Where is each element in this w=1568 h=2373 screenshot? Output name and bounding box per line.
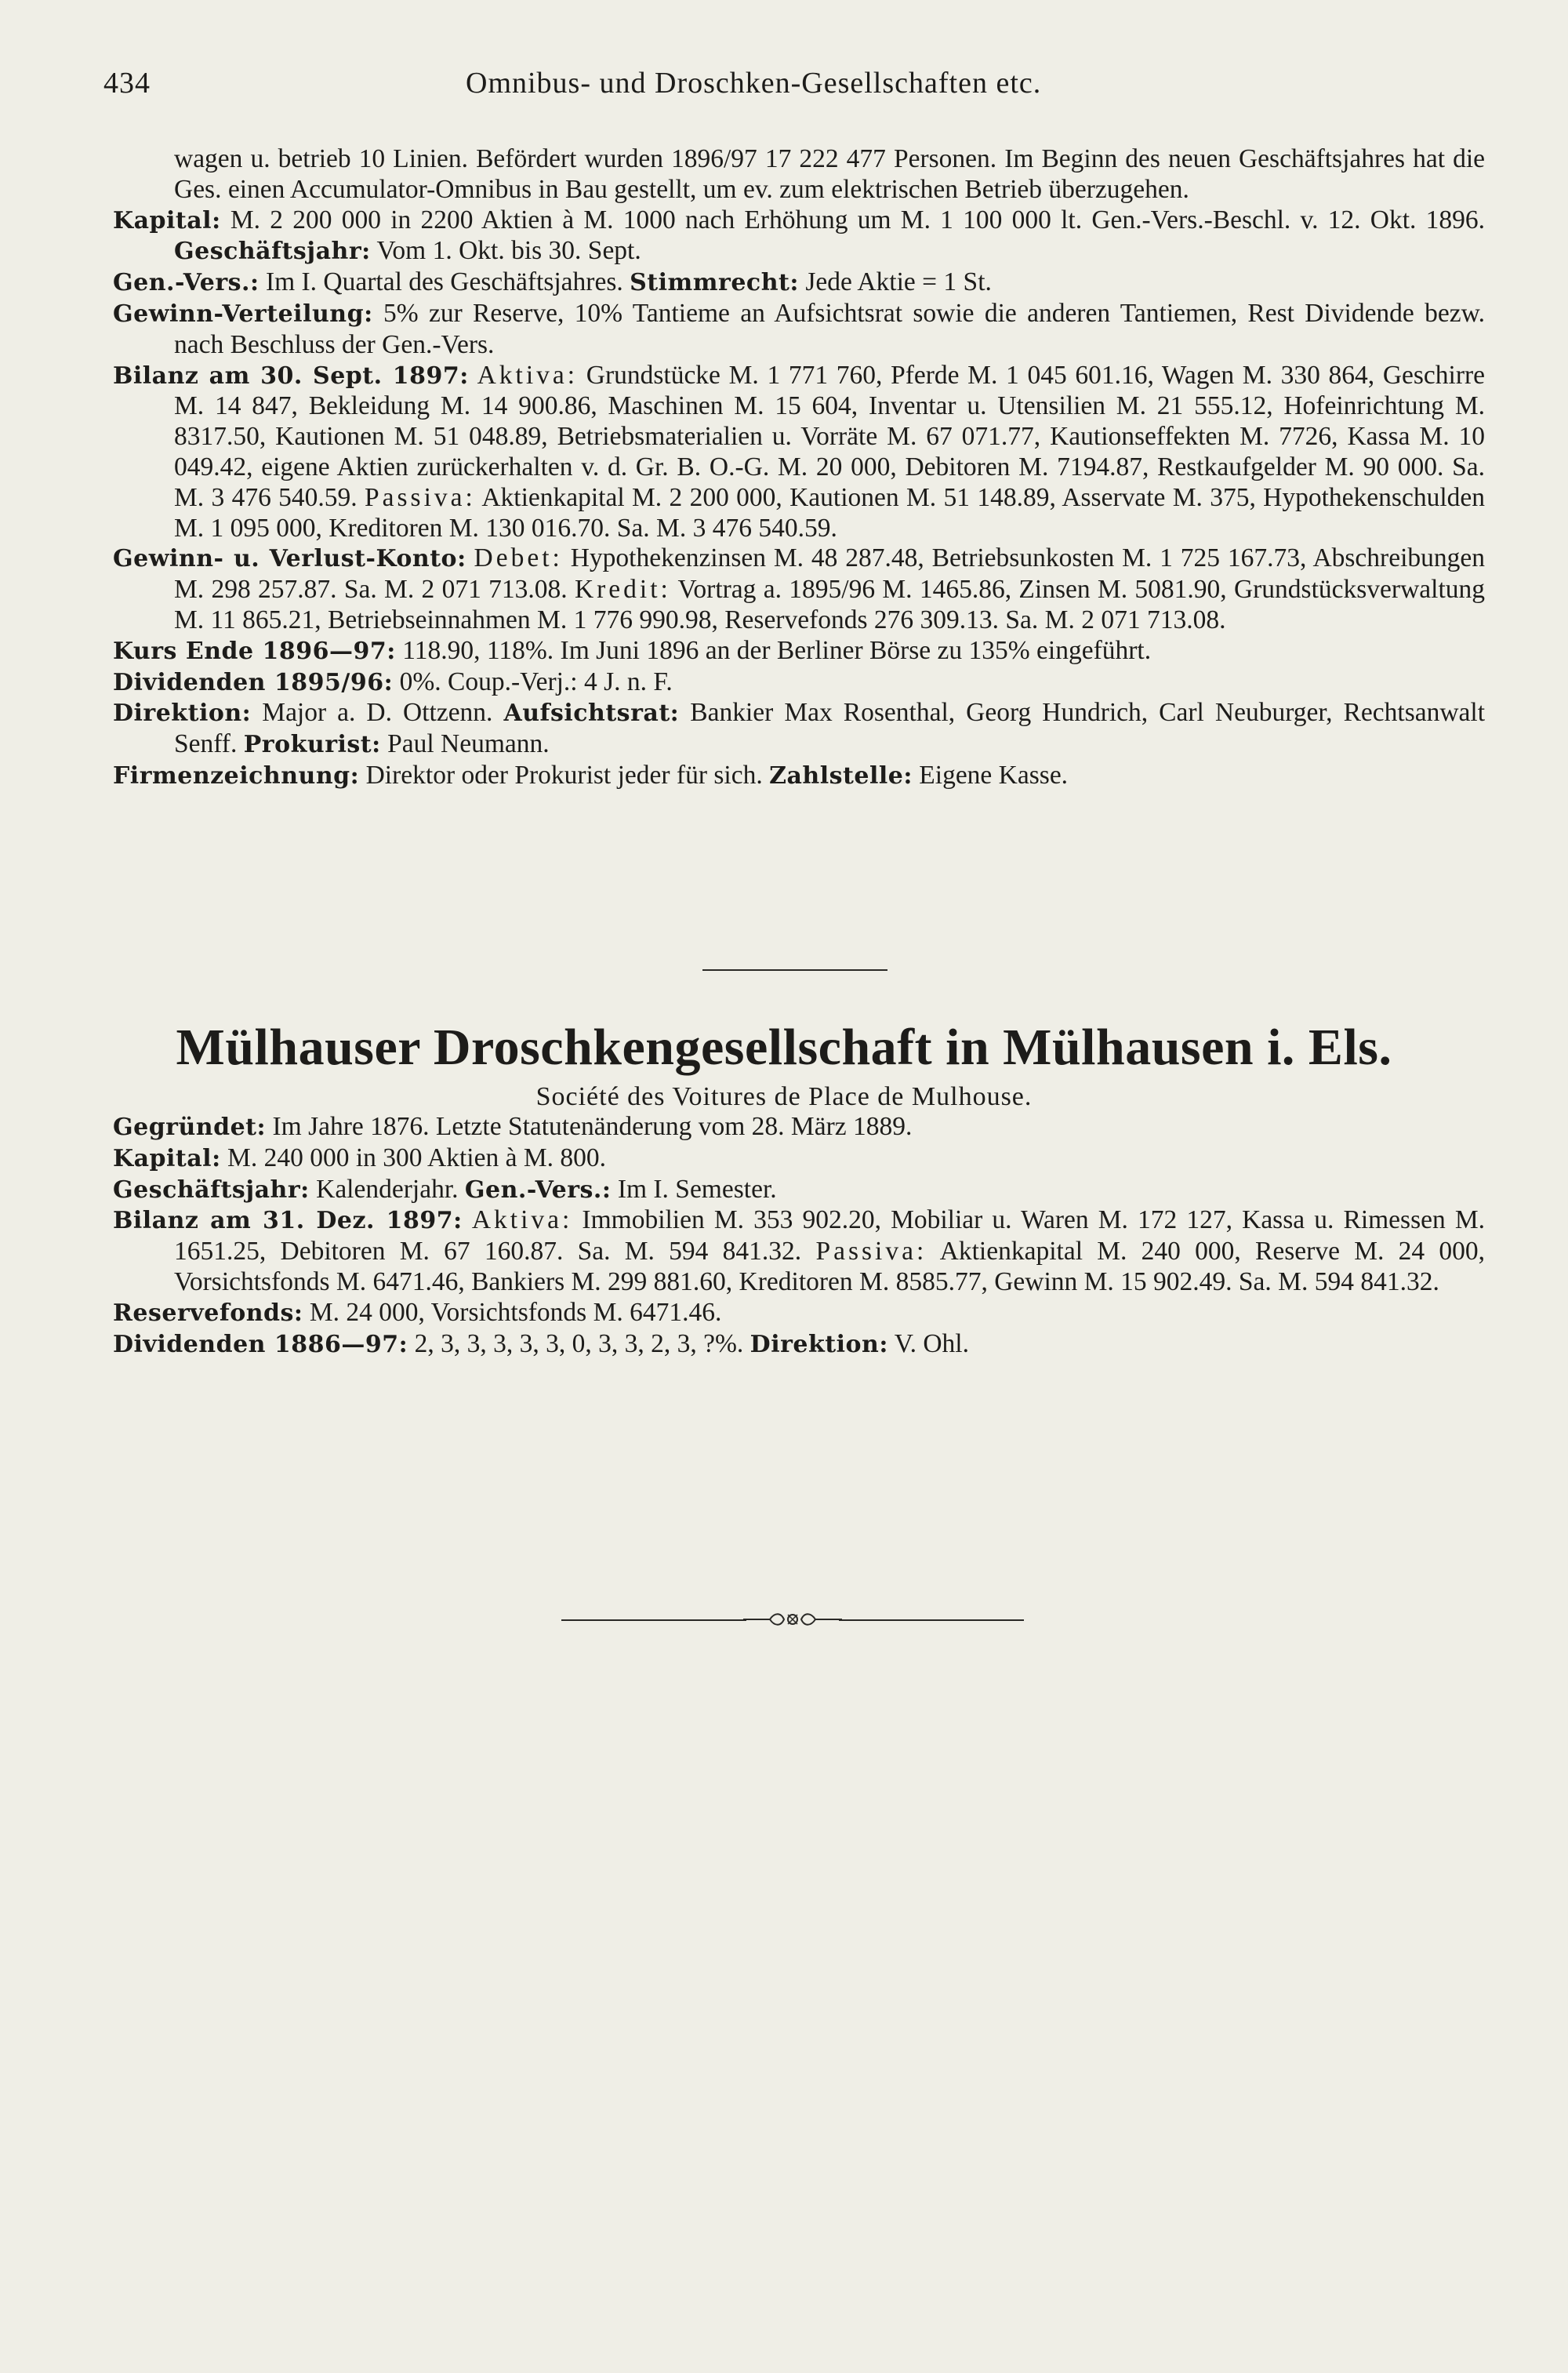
gewinnverteilung-text: 5% zur Reserve, 10% Tantieme an Aufsichtsrat sowie die anderen Tantiemen, Rest Dividende bezw. nach Beschluss der Gen.-Vers.: [174, 298, 1486, 359]
debet-word: Debet:: [474, 543, 563, 573]
dividenden-text: 0%. Coup.-Verj.: 4 J. n. F.: [399, 667, 673, 696]
page-number: 434: [103, 67, 151, 100]
stimmrecht-text: Jede Aktie = 1 St.: [805, 267, 992, 297]
kapital-paragraph: [113, 205, 1485, 268]
dividenden-paragraph: [113, 1329, 1485, 1361]
dividenden-label: Dividenden 1886—97:: [113, 1330, 408, 1358]
end-ornament: [561, 1608, 1024, 1631]
aktiva-word: Aktiva:: [471, 1205, 573, 1235]
prokurist-text: Paul Neumann.: [387, 729, 550, 759]
gewinnverteilung-paragraph: [113, 299, 1485, 361]
gegruendet-label: Gegründet:: [113, 1114, 267, 1141]
direktion-label: Direktion:: [113, 700, 252, 728]
running-title: Omnibus- und Droschken-Gesellschaften etc.: [466, 67, 1042, 100]
guv-paragraph: [113, 543, 1485, 635]
reservefonds-paragraph: [113, 1298, 1485, 1329]
aufsichtsrat-text: Bankier Max Rosenthal, Georg Hundrich, Carl Neuburger, Rechtsanwalt Senff.: [174, 698, 1486, 759]
genvers-text: Im I. Quartal des Geschäftsjahres.: [265, 267, 623, 297]
kapital-paragraph: [113, 1143, 1485, 1175]
passiva-word: Passiva:: [365, 482, 476, 512]
passiva-text: Aktienkapital M. 240 000, Reserve M. 24 000, Vorsichtsfonds M. 6471.46, Bankiers M. 299 881.60, Kreditoren M. 8585.77, Gewinn M. 15 902.49. Sa. M. 594 841.32.: [174, 1237, 1486, 1296]
direktion-label: Direktion:: [750, 1330, 888, 1358]
bilanz-paragraph: [113, 1205, 1485, 1297]
aktiva-word: Aktiva:: [477, 360, 579, 390]
guv-label: Gewinn- u. Verlust-Konto:: [113, 545, 466, 573]
entry-continuation: wagen u. betrieb 10 Linien. Befördert wurden 1896/97 17 222 477 Personen. Im Beginn des neuen Geschäftsjahres hat die Ges. einen Accumulator-Omnibus in Bau gestellt, um ev. zum elektrischen Betrieb überzugehen.: [174, 144, 1485, 204]
section-separator-rule: [702, 969, 887, 971]
dividenden-label: Dividenden 1895/96:: [113, 668, 394, 696]
ornament-line-right: [839, 1619, 1024, 1621]
kurs-label: Kurs Ende 1896—97:: [113, 637, 396, 665]
dividenden-paragraph: [113, 667, 1485, 699]
kredit-text: Vortrag a. 1895/96 M. 1465.86, Zinsen M. 5081.90, Grundstücksverwaltung M. 11 865.21, Betriebseinnahmen M. 1 776 990.98, Reservefonds 276 309.13. Sa. M. 2 071 713.08.: [174, 575, 1485, 634]
gegruendet-text: Im Jahre 1876. Letzte Statutenänderung vom 28. März 1889.: [272, 1112, 913, 1141]
firmenzeichnung-label: Firmenzeichnung:: [113, 761, 360, 790]
zahlstelle-label: Zahlstelle:: [769, 761, 913, 790]
flourish-ornament-icon: [743, 1608, 842, 1631]
kurs-paragraph: [113, 636, 1485, 667]
passiva-text: Aktienkapital M. 2 200 000, Kautionen M. 51 148.89, Asservate M. 375, Hypothekenschulden M. 1 095 000, Kreditoren M. 130 016.70. Sa. M. 3 476 540.59.: [174, 482, 1486, 543]
aktiva-text: Grundstücke M. 1 771 760, Pferde M. 1 045 601.16, Wagen M. 330 864, Geschirre M. 14 847, Bekleidung M. 14 900.86, Maschinen M. 15 604, Inventar u. Utensilien M. 21 555.12, Hofeinrichtung M. 8317.50, Kautionen M. 51 048.89, Betriebsmaterialien u. Vorräte M. 67 071.77, Kautionseffekten M. 7726, Kassa M. 10 049.42, eigene Aktien zurückerhalten v. d. Gr. B. O.-G. M. 20 000, Debitoren M. 7194.87, Restkaufgelder M. 90 000. Sa. M. 3 476 540.59.: [174, 360, 1486, 512]
genvers-text: Im I. Semester.: [617, 1174, 777, 1204]
zahlstelle-text: Eigene Kasse.: [919, 760, 1069, 790]
stimmrecht-label: Stimmrecht:: [630, 269, 799, 297]
kapital-label: Kapital:: [113, 206, 221, 234]
genvers-label: Gen.-Vers.:: [113, 269, 260, 297]
genvers-label: Gen.-Vers.:: [464, 1176, 612, 1204]
company-subtitle: Société des Voitures de Place de Mulhouse.: [535, 1082, 1033, 1111]
gewinnverteilung-label: Gewinn-Verteilung:: [113, 300, 373, 328]
kurs-text: 118.90, 118%. Im Juni 1896 an der Berliner Börse zu 135% eingeführt.: [402, 635, 1152, 665]
kapital-text: M. 2 200 000 in 2200 Aktien à M. 1000 nach Erhöhung um M. 1 100 000 lt. Gen.-Vers.-Beschl. v. 12. Okt. 1896.: [230, 205, 1486, 234]
entry-muelhauser-droschken: [113, 1112, 1485, 1360]
bilanz-label: Bilanz am 31. Dez. 1897:: [113, 1207, 463, 1235]
dividenden-text: 2, 3, 3, 3, 3, 3, 0, 3, 3, 2, 3, ?%.: [414, 1328, 744, 1358]
ornament-line-left: [561, 1619, 746, 1621]
bilanz-label: Bilanz am 30. Sept. 1897:: [113, 362, 469, 390]
reservefonds-label: Reservefonds:: [113, 1299, 303, 1327]
direktion-text: V. Ohl.: [894, 1328, 969, 1358]
running-head: [103, 66, 1483, 110]
kapital-text: M. 240 000 in 300 Aktien à M. 800.: [227, 1143, 606, 1172]
prokurist-label: Prokurist:: [243, 731, 381, 759]
kapital-label: Kapital:: [113, 1144, 221, 1172]
reservefonds-text: M. 24 000, Vorsichtsfonds M. 6471.46.: [309, 1297, 722, 1327]
geschaeftsjahr-text: Kalenderjahr.: [316, 1174, 459, 1204]
aufsichtsrat-label: Aufsichtsrat:: [503, 700, 680, 728]
kredit-word: Kredit:: [574, 575, 671, 605]
geschaeftsjahr-label: Geschäftsjahr:: [113, 1176, 310, 1204]
passiva-word: Passiva:: [815, 1237, 927, 1266]
geschaeftsjahr-text: Vom 1. Okt. bis 30. Sept.: [376, 236, 641, 266]
genvers-paragraph: [113, 267, 1485, 299]
direktion-text: Major a. D. Ottzenn.: [262, 698, 493, 728]
geschaeftsjahr-label: Geschäftsjahr:: [174, 238, 371, 266]
firmenzeichnung-text: Direktor oder Prokurist jeder für sich.: [365, 760, 763, 790]
firmenzeichnung-paragraph: [113, 761, 1485, 792]
aktiva-text: Immobilien M. 353 902.20, Mobiliar u. Waren M. 172 127, Kassa u. Rimessen M. 1651.25, Debitoren M. 67 160.87. Sa. M. 594 841.32.: [174, 1205, 1486, 1266]
debet-text: Hypothekenzinsen M. 48 287.48, Betriebsunkosten M. 1 725 167.73, Abschreibungen M. 298 257.87. Sa. M. 2 071 713.08.: [174, 543, 1486, 605]
direktion-paragraph: [113, 698, 1485, 761]
geschaeftsjahr-paragraph: [113, 1175, 1485, 1206]
gegruendet-paragraph: [113, 1112, 1485, 1143]
entry-berliner-omnibus-continued: [113, 144, 1485, 792]
company-title: Mülhauser Droschkengesellschaft in Mülhausen i. Els.: [176, 1019, 1392, 1076]
bilanz-paragraph: [113, 361, 1485, 544]
